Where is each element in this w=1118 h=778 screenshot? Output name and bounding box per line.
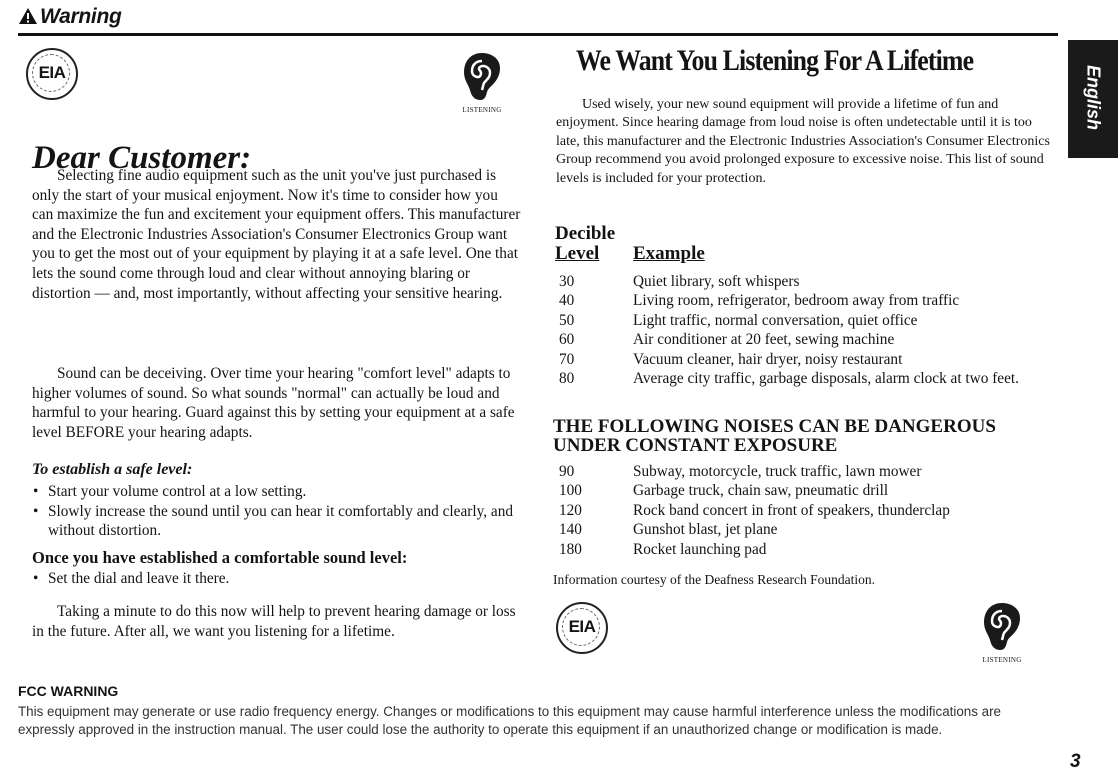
level-example: Rocket launching pad <box>633 540 767 558</box>
sound-intro <box>556 96 1052 188</box>
eia-logo-text: EIA <box>568 617 596 636</box>
comfortable-level-list <box>32 569 522 589</box>
language-tab <box>1068 40 1118 158</box>
level-example: Quiet library, soft whispers <box>633 273 800 290</box>
table-row <box>555 369 1050 388</box>
level-example: Light traffic, normal conversation, quiet office <box>633 311 918 329</box>
level-value: 100 <box>559 482 582 500</box>
listening-logo-text: LISTENING <box>982 656 1022 664</box>
level-example: Vacuum cleaner, hair dryer, noisy restaurant <box>633 350 903 368</box>
header-rule <box>18 33 1058 36</box>
deceiving-paragraph <box>32 364 522 442</box>
table-row <box>555 311 1050 330</box>
table-row <box>555 330 1050 349</box>
level-value: 80 <box>559 370 575 388</box>
level-value: 120 <box>559 501 582 519</box>
level-value: 30 <box>559 273 575 290</box>
listening-logo <box>978 600 1026 670</box>
table-header-decible: Decible <box>555 223 616 244</box>
closing-paragraph <box>32 602 522 641</box>
level-value: 50 <box>559 311 575 329</box>
table-row <box>555 291 1050 310</box>
eia-logo-text: EIA <box>38 63 66 82</box>
level-value: 90 <box>559 463 575 480</box>
list-item: • Set the dial and leave it there. <box>32 569 522 589</box>
level-value: 40 <box>559 292 575 310</box>
level-example: Average city traffic, garbage disposals, alarm clock at two feet. <box>633 370 1019 388</box>
level-value: 140 <box>559 521 582 539</box>
ear-icon <box>978 600 1026 662</box>
comfortable-level-heading: Once you have established a comfortable sound level: <box>32 548 408 567</box>
danger-heading: THE FOLLOWING NOISES CAN BE DANGEROUS UNDER CONSTANT EXPOSURE <box>553 416 996 456</box>
danger-level-table <box>555 462 1050 559</box>
table-row <box>555 520 1050 539</box>
warning-title <box>18 5 122 29</box>
ear-icon <box>458 50 506 112</box>
sound-level-table <box>555 272 1050 388</box>
level-value: 60 <box>559 331 575 349</box>
level-example: Rock band concert in front of speakers, thunderclap <box>633 501 950 519</box>
level-example: Air conditioner at 20 feet, sewing machine <box>633 331 895 349</box>
table-row <box>555 481 1050 500</box>
eia-logo <box>26 48 78 100</box>
salutation: Dear Customer: <box>32 140 252 176</box>
table-row <box>555 540 1050 559</box>
table-row <box>555 462 1050 481</box>
section-title: We Want You Listening For A Lifetime <box>576 44 974 77</box>
intro-paragraph-text: Selecting fine audio equipment such as the unit you've just purchased is only the start of your musical enjoyment. Now it's time to consider how you can maximize the fun and excitement your equipment offers. This manufacturer and the Electronic Industries Association's Consumer Electronics Group want you to get the most out of your equipment by playing it at a safe level. One that lets the sound come through loud and clear without annoying blaring or distortion — and, most importantly, without affecting your sensitive hearing. <box>32 167 521 302</box>
page-number: 3 <box>1070 751 1081 772</box>
fcc-text: This equipment may generate or use radio frequency energy. Changes or modifications to this equipment may cause harmful interference unless the modifications are expressly approved in the instruction manual. The user could lose the authority to operate this equipment if an unauthorized change or modification is made. <box>18 704 1001 737</box>
table-header-example: Example <box>633 243 705 264</box>
level-example: Garbage truck, chain saw, pneumatic drill <box>633 482 889 500</box>
closing-paragraph-text: Taking a minute to do this now will help to prevent hearing damage or loss in the future. After all, we want you listening for a lifetime. <box>32 603 516 640</box>
listening-logo-text: LISTENING <box>462 106 502 114</box>
level-example: Living room, refrigerator, bedroom away from traffic <box>633 292 960 310</box>
level-value: 180 <box>559 540 582 558</box>
table-header-level: Level <box>555 243 600 264</box>
sound-intro-text: Used wisely, your new sound equipment will provide a lifetime of fun and enjoyment. Since hearing damage from loud noise is often undetectable until it is too late, this manufacturer and the Electronic Industries Association's Consumer Electronics Group recommend you avoid prolonged exposure to excessive noise. This list of sound levels is included for your protection. <box>556 97 1050 186</box>
intro-paragraph <box>32 166 522 303</box>
warning-triangle-icon <box>18 7 38 25</box>
table-row <box>555 272 1050 291</box>
warning-title-text: Warning <box>40 5 122 28</box>
table-row <box>555 350 1050 369</box>
fcc-title: FCC WARNING <box>18 683 119 699</box>
list-item: • Start your volume control at a low setting. <box>32 482 522 502</box>
listening-logo <box>458 50 506 120</box>
table-row <box>555 501 1050 520</box>
level-value: 70 <box>559 350 575 368</box>
level-example: Gunshot blast, jet plane <box>633 521 778 539</box>
list-item: • Slowly increase the sound until you can hear it comfortably and clearly, and without distortion. <box>32 502 522 541</box>
level-example: Subway, motorcycle, truck traffic, lawn mower <box>633 463 922 480</box>
deceiving-paragraph-text: Sound can be deceiving. Over time your hearing "comfort level" adapts to higher volumes of sound. So what sounds "normal" can actually be loud and harmful to your hearing. Guard against this by setting your equipment at a safe level BEFORE your hearing adapts. <box>32 365 515 441</box>
source-credit: Information courtesy of the Deafness Research Foundation. <box>553 572 876 587</box>
safe-level-list <box>32 482 522 541</box>
language-tab-label: English <box>1083 64 1104 130</box>
eia-logo <box>556 602 608 654</box>
warning-header <box>18 4 1058 38</box>
safe-level-heading: To establish a safe level: <box>32 461 193 478</box>
